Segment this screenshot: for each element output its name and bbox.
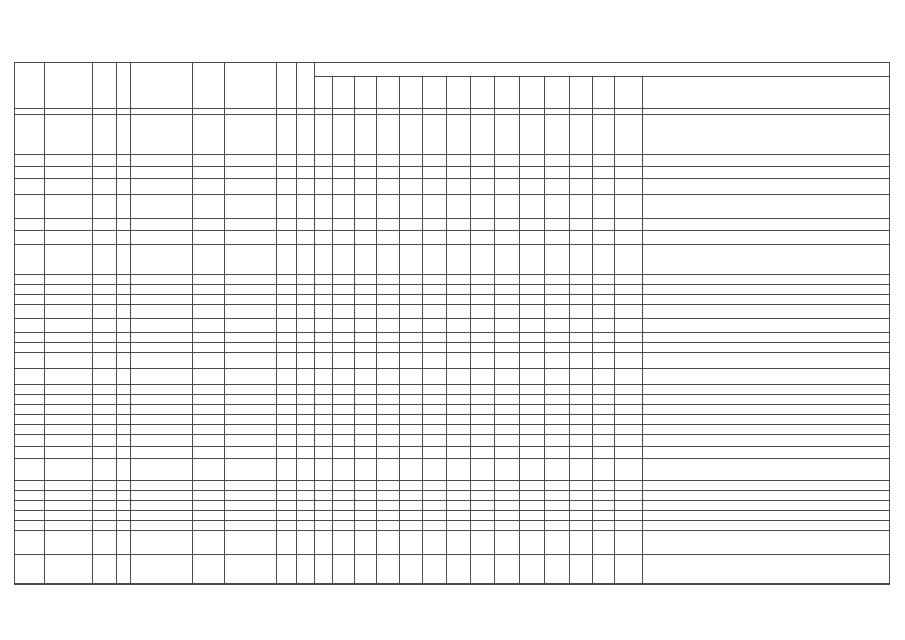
- row-line: [14, 446, 890, 447]
- row-line: [14, 458, 890, 459]
- row-line: [14, 584, 890, 585]
- row-line: [14, 352, 890, 353]
- row-line: [14, 414, 890, 415]
- row-line: [14, 244, 890, 245]
- column-line: [332, 76, 333, 584]
- row-line: [14, 404, 890, 405]
- column-line: [614, 76, 615, 584]
- row-line: [14, 318, 890, 319]
- column-line: [314, 62, 315, 584]
- row-line: [14, 194, 890, 195]
- row-line: [14, 166, 890, 167]
- row-line: [14, 230, 890, 231]
- row-line: [14, 490, 890, 491]
- column-line: [470, 76, 471, 584]
- column-line: [519, 76, 520, 584]
- column-line: [494, 76, 495, 584]
- row-line: [14, 114, 890, 115]
- row-line: [14, 342, 890, 343]
- row-line: [14, 154, 890, 155]
- row-line: [14, 480, 890, 481]
- column-line: [422, 76, 423, 584]
- row-line: [14, 368, 890, 369]
- column-line: [642, 76, 643, 584]
- column-line: [569, 76, 570, 584]
- row-line: [14, 284, 890, 285]
- row-line: [14, 530, 890, 531]
- column-line: [44, 62, 45, 584]
- row-line: [314, 76, 890, 77]
- row-line: [14, 304, 890, 305]
- column-line: [130, 62, 131, 584]
- row-line: [14, 178, 890, 179]
- row-line: [14, 108, 890, 109]
- row-line: [14, 394, 890, 395]
- column-line: [376, 76, 377, 584]
- row-line: [14, 332, 890, 333]
- table-frame: [14, 62, 890, 584]
- column-line: [354, 76, 355, 584]
- row-line: [14, 294, 890, 295]
- column-line: [92, 62, 93, 584]
- column-line: [296, 62, 297, 584]
- row-line: [14, 554, 890, 555]
- row-line: [14, 384, 890, 385]
- row-line: [14, 510, 890, 511]
- row-line: [14, 218, 890, 219]
- column-line: [446, 76, 447, 584]
- column-line: [224, 62, 225, 584]
- column-line: [116, 62, 117, 584]
- column-line: [592, 76, 593, 584]
- row-line: [14, 500, 890, 501]
- row-line: [14, 424, 890, 425]
- column-line: [276, 62, 277, 584]
- column-line: [544, 76, 545, 584]
- row-line: [14, 520, 890, 521]
- row-line: [14, 434, 890, 435]
- row-line: [14, 274, 890, 275]
- program-table: [14, 62, 890, 608]
- column-line: [192, 62, 193, 584]
- column-line: [399, 76, 400, 584]
